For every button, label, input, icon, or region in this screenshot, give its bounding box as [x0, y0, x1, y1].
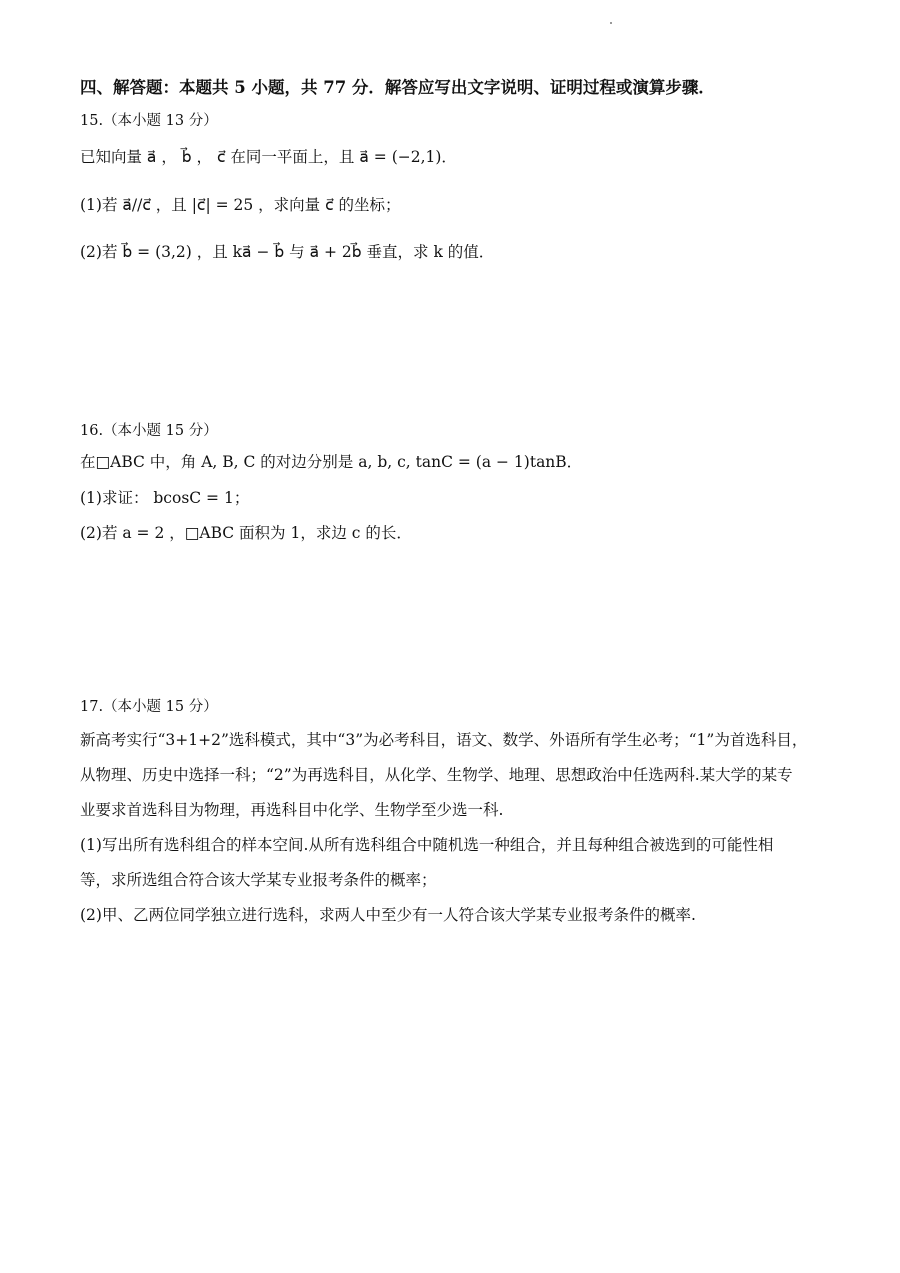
question-17-stem-line-1: 新高考实行“3+1+2”选科模式，其中“3”为必考科目，语文、数学、外语所有学生必考；“1”为首选科目， — [80, 731, 808, 749]
question-17-part-1-line-2: 等，求所选组合符合该大学某专业报考条件的概率； — [80, 871, 437, 889]
section-title: 四、解答题：本题共 5 小题，共 77 分．解答应写出文字说明、证明过程或演算步骤． — [80, 78, 715, 97]
question-17-stem-line-2: 从物理、历史中选择一科；“2”为再选科目，从化学、生物学、地理、思想政治中任选两科.某大学的某专 — [80, 766, 793, 784]
question-16-header: 16.（本小题 15 分） — [80, 423, 218, 439]
question-15-stem: 已知向量 a⃗ ， b⃗ ， c⃗ 在同一平面上，且 a⃗ = (−2,1)． — [80, 148, 457, 166]
question-16-part-1: (1)求证： bcosC = 1； — [80, 489, 250, 507]
question-15-header: 15.（本小题 13 分） — [80, 113, 218, 129]
question-16-part-2: (2)若 a = 2 ，□ABC 面积为 1，求边 c 的长． — [80, 524, 412, 542]
question-17-stem-line-3: 业要求首选科目为物理，再选科目中化学、生物学至少选一科. — [80, 801, 504, 819]
question-15-part-2: (2)若 b⃗ = (3,2) ，且 ka⃗ − b⃗ 与 a⃗ + 2b⃗ 垂直，求 k 的值． — [80, 243, 495, 261]
question-17-header: 17.（本小题 15 分） — [80, 699, 218, 715]
question-17-part-2: (2)甲、乙两位同学独立进行选科，求两人中至少有一人符合该大学某专业报考条件的概率. — [80, 906, 696, 924]
scan-speck — [610, 22, 612, 24]
question-15-part-1: (1)若 a⃗//c⃗ ，且 |c⃗| = 25 ，求向量 c⃗ 的坐标； — [80, 196, 401, 214]
question-16-stem: 在□ABC 中，角 A, B, C 的对边分别是 a, b, c, tanC = (a − 1)tanB． — [80, 453, 583, 471]
question-17-part-1-line-1: (1)写出所有选科组合的样本空间.从所有选科组合中随机选一种组合，并且每种组合被选到的可能性相 — [80, 836, 774, 854]
